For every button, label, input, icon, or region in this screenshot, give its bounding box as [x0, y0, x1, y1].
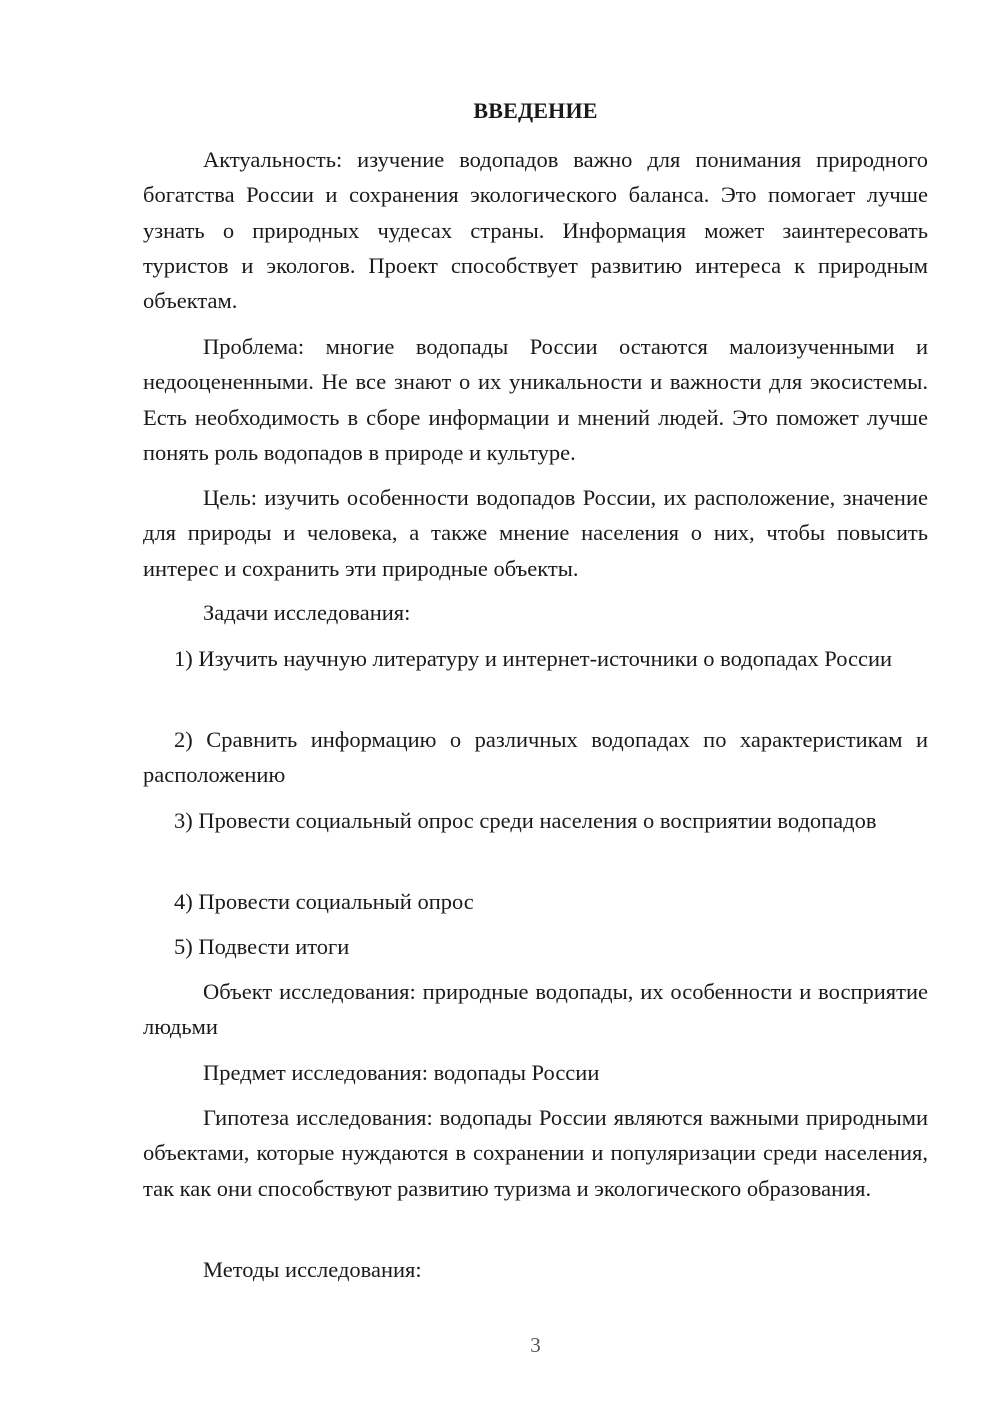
page-title: ВВЕДЕНИЕ	[473, 98, 598, 123]
problem-paragraph: Проблема: многие водопады России остаются малоизученными и недооцененными. Не все знают о их уникальности и важности для экосистемы. Есть необходимость в сборе информации и мнений людей. Это поможет лучше понять роль водопадов в природе и культуре.	[143, 334, 928, 465]
relevance-paragraph: Актуальность: изучение водопадов важно для понимания природного богатства России и сохранения экологического баланса. Это помогает лучше узнать о природных чудесах страны. Информация может заинтересовать туристов и экологов. Проект способствует развитию интереса к природным объектам.	[143, 147, 928, 314]
goal-paragraph: Цель: изучить особенности водопадов России, их расположение, значение для природы и человека, а также мнение населения о них, чтобы повысить интерес и сохранить эти природные объекты.	[143, 485, 928, 581]
task-item-2: 2) Сравнить информацию о различных водопадах по характеристикам и расположению	[143, 727, 928, 788]
tasks-heading: Задачи исследования:	[203, 600, 411, 625]
hypothesis-paragraph: Гипотеза исследования: водопады России являются важными природными объектами, которые нуждаются в сохранении и популяризации среди населения, так как они способствуют развитию туризма и экологического образования.	[143, 1105, 928, 1201]
task-item-4: 4) Провести социальный опрос	[174, 889, 474, 914]
document-page	[143, 0, 928, 1414]
task-item-3: 3) Провести социальный опрос среди населения о восприятии водопадов	[174, 808, 877, 833]
page-number: 3	[530, 1333, 541, 1357]
methods-heading: Методы исследования:	[203, 1257, 422, 1282]
task-item-5: 5) Подвести итоги	[174, 934, 350, 959]
object-paragraph: Объект исследования: природные водопады, их особенности и восприятие людьми	[143, 979, 928, 1040]
task-item-1: 1) Изучить научную литературу и интернет-источники о водопадах России	[174, 646, 893, 671]
subject-paragraph: Предмет исследования: водопады России	[203, 1060, 600, 1085]
